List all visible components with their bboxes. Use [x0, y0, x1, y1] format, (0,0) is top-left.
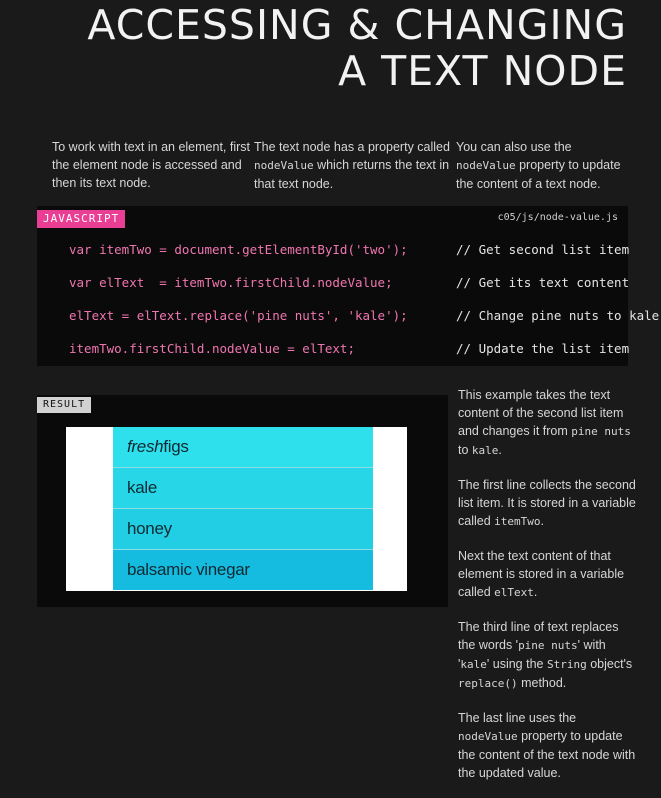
code-comment: // Update the list item	[456, 341, 630, 356]
page-title	[87, 2, 627, 94]
inline-code: nodeValue	[254, 159, 314, 172]
inline-code: nodeValue	[456, 159, 516, 172]
text: object's	[586, 657, 633, 671]
code-comment: // Get its text content	[456, 275, 630, 290]
intro-columns	[52, 138, 632, 193]
text: .	[498, 443, 502, 457]
list-item-text: honey	[127, 519, 172, 538]
text: This example takes the text content of the second list item and changes it from	[458, 388, 624, 438]
javascript-label: JAVASCRIPT	[37, 210, 125, 228]
intro-column-1: To work with text in an element, first the element node is accessed and then its text node.	[52, 140, 250, 190]
intro-text: property to update the content of a text node.	[456, 158, 621, 191]
list-item	[113, 468, 373, 509]
explanation-column	[458, 386, 636, 798]
result-list	[113, 427, 373, 590]
intro-column-3	[456, 138, 632, 193]
text: property to update the content of the text node with the updated value.	[458, 729, 636, 780]
inline-code: nodeValue	[458, 730, 518, 743]
title-line-1: ACCESSING & CHANGING	[87, 1, 627, 49]
text: method.	[517, 676, 567, 690]
inline-code: elText	[494, 586, 534, 599]
code-statement: itemTwo.firstChild.nodeValue = elText;	[69, 341, 355, 356]
intro-text: which returns the text in that text node.	[254, 158, 450, 191]
list-item-italic: fresh	[127, 437, 164, 456]
list-item-text: balsamic vinegar	[127, 560, 250, 579]
text: .	[533, 585, 538, 599]
result-block	[37, 395, 448, 607]
list-item	[113, 509, 373, 550]
explanation-paragraph	[458, 476, 636, 531]
explanation-paragraph	[458, 709, 636, 782]
text: ' with '	[458, 638, 606, 671]
code-comment: // Change pine nuts to kale	[456, 308, 660, 323]
text: Next the text content of that element is stored in a variable called	[458, 549, 625, 599]
list-item	[113, 550, 373, 590]
intro-text: You can also use the	[456, 140, 572, 154]
text: The first line collects the second list item. It is stored in a variable called	[458, 478, 636, 528]
intro-column-2	[254, 138, 456, 193]
code-block	[37, 206, 660, 366]
list-item-text: kale	[127, 478, 157, 497]
inline-code: kale	[460, 658, 487, 671]
inline-code: replace()	[458, 677, 518, 690]
intro-text: The text node has a property called	[254, 140, 450, 154]
list-item-text: figs	[163, 437, 189, 456]
code-comment: // Get second list item	[456, 242, 630, 257]
list-item	[113, 427, 373, 468]
text: ' using the	[486, 657, 547, 671]
result-label: RESULT	[37, 397, 91, 413]
title-line-2: A TEXT NODE	[338, 47, 627, 95]
inline-code: pine nuts	[518, 639, 578, 652]
explanation-paragraph	[458, 386, 636, 460]
inline-code: pine nuts	[571, 425, 631, 438]
file-path: c05/js/node-value.js	[497, 212, 618, 223]
text: to	[458, 443, 472, 457]
code-statement: var elText = itemTwo.firstChild.nodeValue;	[69, 275, 393, 290]
explanation-paragraph	[458, 618, 636, 693]
code-statement: elText = elText.replace('pine nuts', 'kale');	[69, 308, 408, 323]
code-statement: var itemTwo = document.getElementById('two');	[69, 242, 408, 257]
explanation-paragraph	[458, 547, 636, 602]
text: The last line uses the	[458, 711, 577, 725]
text: .	[540, 514, 544, 528]
text: The third line of text replaces the words '	[458, 620, 619, 652]
inline-code: String	[546, 658, 587, 671]
result-preview	[66, 427, 407, 591]
inline-code: itemTwo	[494, 515, 541, 528]
inline-code: kale	[471, 444, 499, 457]
